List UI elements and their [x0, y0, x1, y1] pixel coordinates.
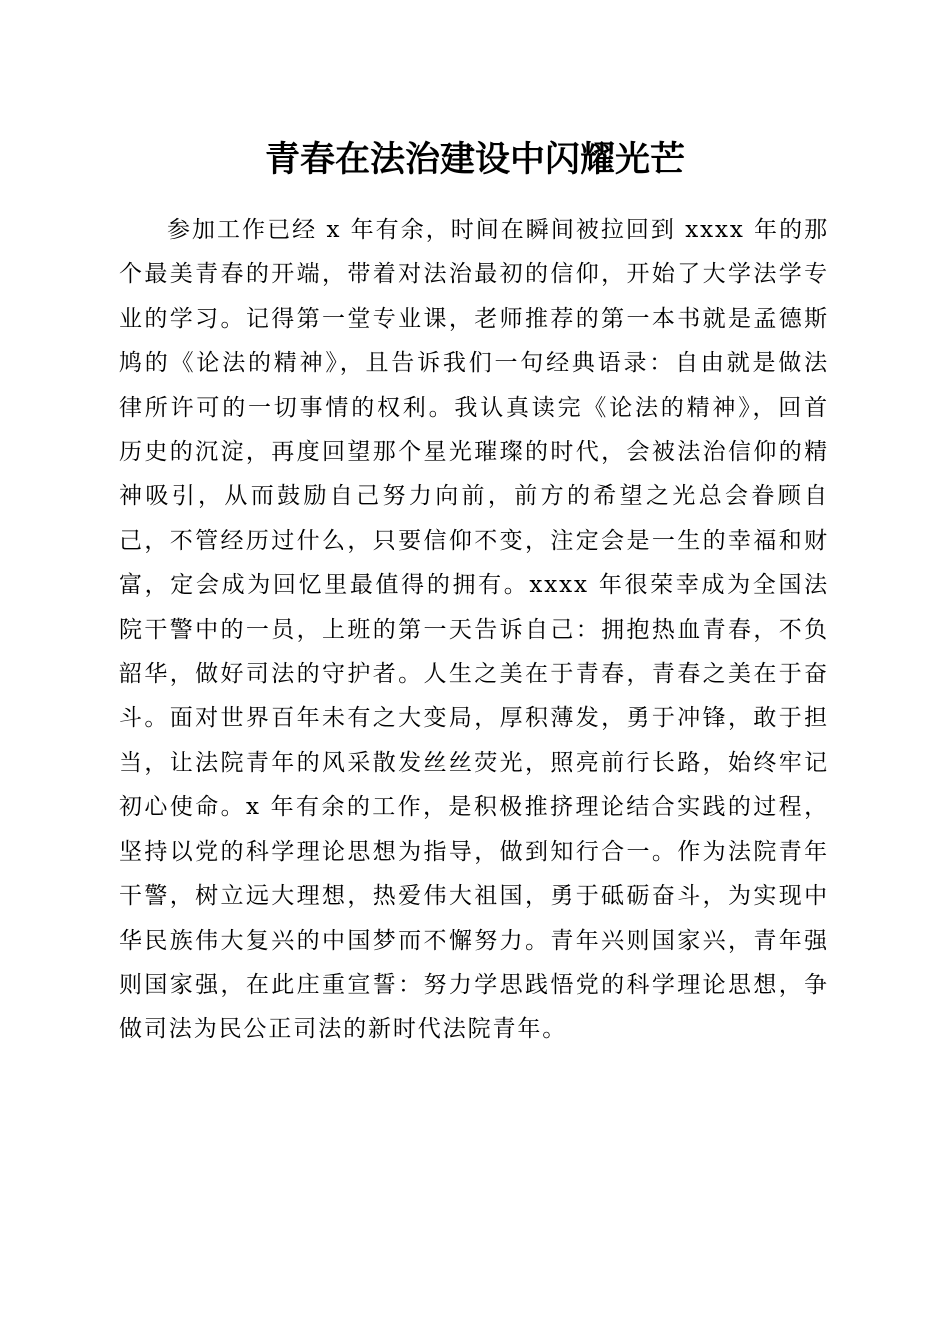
- document-title: 青春在法治建设中闪耀光芒: [264, 139, 685, 180]
- body-paragraph: 参加工作已经 x 年有余，时间在瞬间被拉回到 xxxx 年的那个最美青春的开端，带着对法治最初的信仰，开始了大学法学专业的学习。记得第一堂专业课，老师推荐的第一本书就是孟德斯鸠的《论法的精神》，且告诉我们一句经典语录：自由就是做法律所许可的一切事情的权利。我认真读完《论法的精神》，回首历史的沉淀，再度回望那个星光璀璨的时代，会被法治信仰的精神吸引，从而鼓励自己努力向前，前方的希望之光总会眷顾自己，不管经历过什么，只要信仰不变，注定会是一生的幸福和财富，定会成为回忆里最值得的拥有。xxxx 年很荣幸成为全国法院干警中的一员，上班的第一天告诉自己：拥抱热血青春，不负韶华，做好司法的守护者。人生之美在于青春，青春之美在于奋斗。面对世界百年未有之大变局，厚积薄发，勇于冲锋，敢于担当，让法院青年的风采散发丝丝荧光，照亮前行长路，始终牢记初心使命。x 年有余的工作，是积极推挤理论结合实践的过程，坚持以党的科学理论思想为指导，做到知行合一。作为法院青年干警，树立远大理想，热爱伟大祖国，勇于砥砺奋斗，为实现中华民族伟大复兴的中国梦而不懈努力。青年兴则国家兴，青年强则国家强，在此庄重宣誓：努力学思践悟党的科学理论思想，争做司法为民公正司法的新时代法院青年。: [119, 217, 829, 1043]
